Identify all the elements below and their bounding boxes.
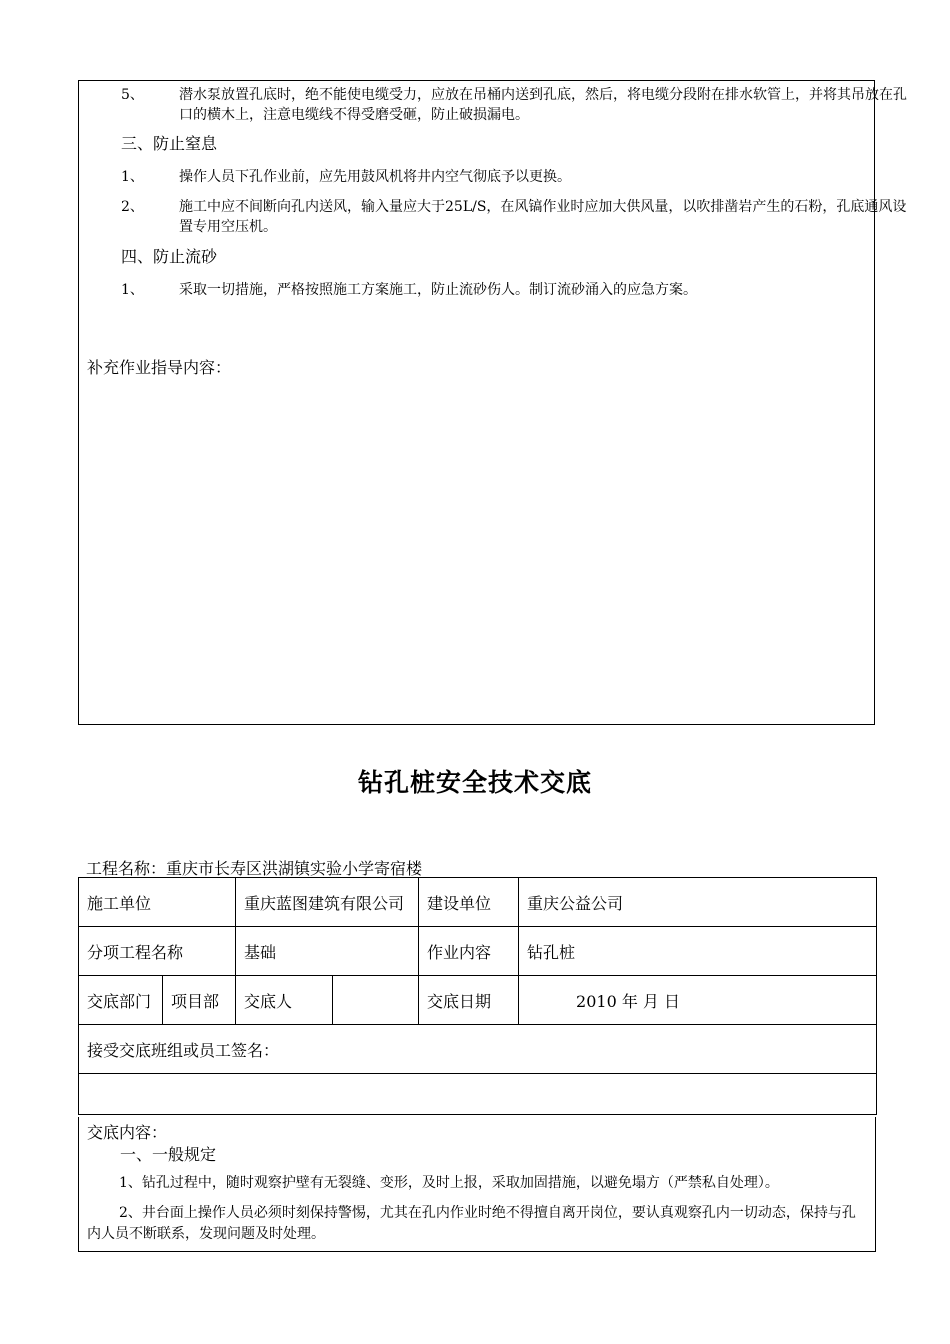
construction-unit-label: 施工单位 <box>79 878 236 927</box>
work-content-label: 作业内容 <box>419 927 519 976</box>
section-heading-quicksand: 四、防止流砂 <box>121 247 218 266</box>
item-number: 2、 <box>121 199 144 215</box>
info-table <box>78 877 877 1115</box>
date-value: 2010 年 月 日 <box>519 976 877 1025</box>
table-row <box>79 927 877 976</box>
general-rule-1: 1、钻孔过程中，随时观察护壁有无裂缝、变形，及时上报，采取加固措施，以避免塌方（严禁私自处理）。 <box>119 1175 779 1191</box>
construction-unit-value: 重庆蓝图建筑有限公司 <box>236 878 419 927</box>
section-heading-suffocation: 三、防止窒息 <box>121 134 218 153</box>
sub-project-label: 分项工程名称 <box>79 927 236 976</box>
dept-label: 交底部门 <box>79 976 163 1025</box>
table-row <box>79 878 877 927</box>
general-rule-2: 2、井台面上操作人员必须时刻保持警惕，尤其在孔内作业时绝不得擅自离开岗位，要认真观察孔内一切动态，保持与孔内人员不断联系，发现问题及时处理。 <box>87 1205 856 1242</box>
date-label: 交底日期 <box>419 976 519 1025</box>
item-text: 施工中应不间断向孔内送风，输入量应大于25L/S，在风镐作业时应加大供风量，以吹排凿岩产生的石粉，孔底通风设置专用空压机。 <box>179 199 907 235</box>
signature-label: 接受交底班组或员工签名： <box>79 1025 877 1074</box>
section-heading-general: 一、一般规定 <box>120 1145 217 1164</box>
person-value <box>333 976 419 1025</box>
item-text: 操作人员下孔作业前，应先用鼓风机将井内空气彻底予以更换。 <box>179 169 571 185</box>
document-title: 钻孔桩安全技术交底 <box>357 768 592 797</box>
table-row <box>79 1025 877 1074</box>
item-text: 潜水泵放置孔底时，绝不能使电缆受力，应放在吊桶内送到孔底，然后，将电缆分段附在排水软管上，并将其吊放在孔口的横木上，注意电缆线不得受磨受砸，防止破损漏电。 <box>179 87 907 123</box>
signature-cell <box>79 1074 877 1115</box>
owner-unit-label: 建设单位 <box>419 878 519 927</box>
item-number: 1、 <box>121 169 144 185</box>
content-label: 交底内容： <box>87 1123 168 1142</box>
owner-unit-value: 重庆公益公司 <box>519 878 877 927</box>
sub-project-value: 基础 <box>236 927 419 976</box>
project-name: 工程名称：重庆市长寿区洪湖镇实验小学寄宿楼 <box>86 859 423 878</box>
item-number: 1、 <box>121 282 144 298</box>
person-label: 交底人 <box>236 976 333 1025</box>
signature-area <box>79 1074 877 1115</box>
item-number: 5、 <box>121 87 144 103</box>
table-row <box>79 976 877 1025</box>
content-box <box>78 1117 876 1252</box>
safety-measures-continued-box <box>78 80 907 725</box>
dept-value: 项目部 <box>163 976 236 1025</box>
item-text: 采取一切措施，严格按照施工方案施工，防止流砂伤人。制订流砂涌入的应急方案。 <box>179 282 697 298</box>
work-content-value: 钻孔桩 <box>519 927 877 976</box>
supplement-label: 补充作业指导内容： <box>87 358 232 377</box>
